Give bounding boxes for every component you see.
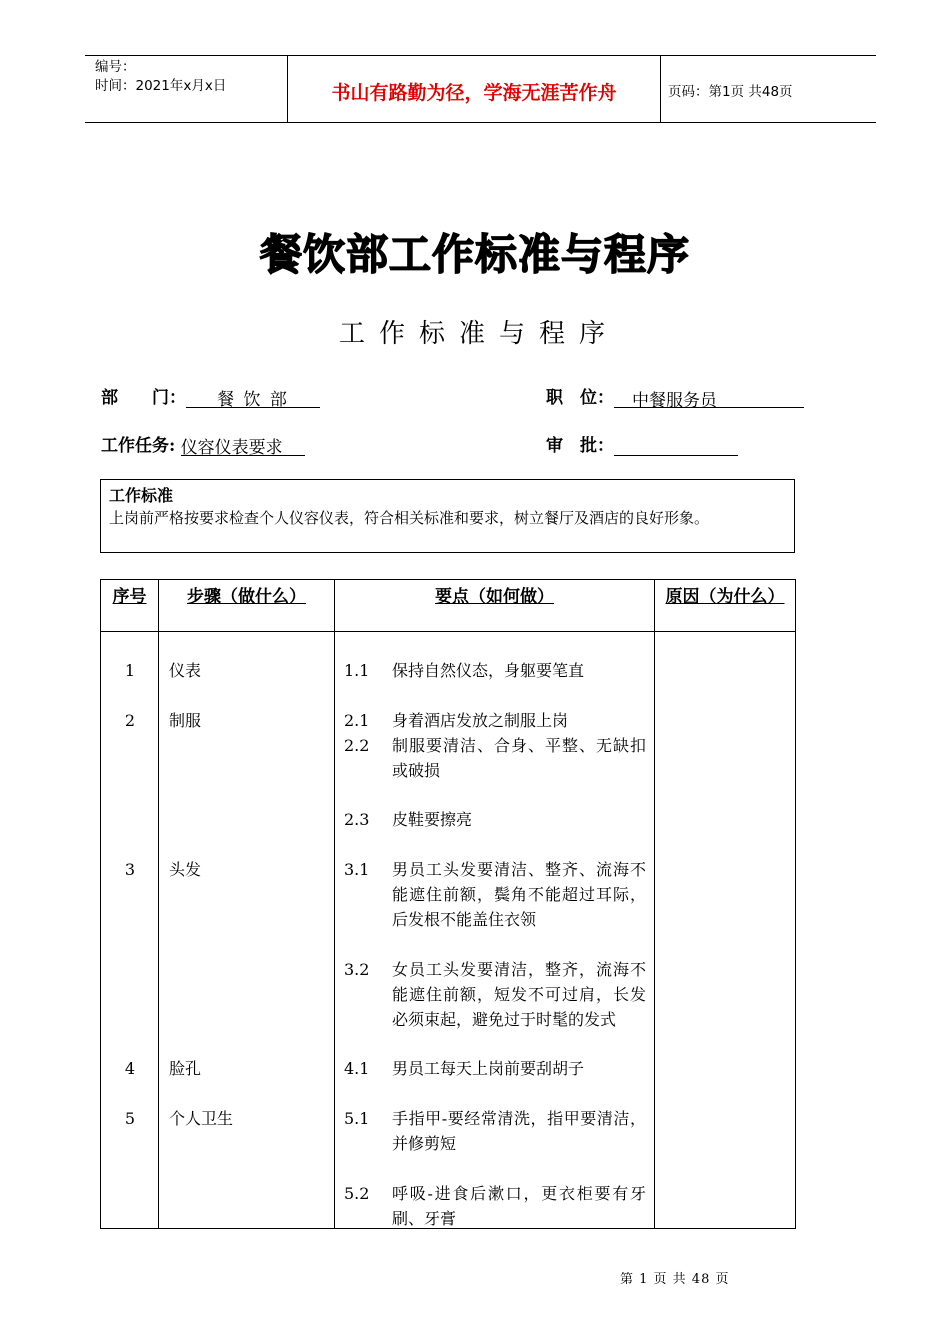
header-meta	[95, 58, 226, 96]
approval-label: 审 批：	[546, 436, 614, 456]
department-value: 餐 饮 部	[186, 385, 320, 408]
work-standard-box	[100, 479, 795, 553]
work-standard-title: 工作标准	[109, 486, 174, 505]
department-label: 部 门：	[101, 388, 186, 408]
row-number: 3	[124, 860, 136, 879]
step-name: 脸孔	[169, 1059, 202, 1078]
task-label: 工作任务:	[101, 436, 176, 456]
header-row-divider	[101, 631, 795, 632]
point-text: 呼吸-进食后漱口，更衣柜要有牙刷、牙膏	[392, 1184, 646, 1228]
task-field	[101, 431, 305, 456]
point-number: 2.3	[344, 810, 370, 829]
position-label: 职 位：	[546, 388, 614, 408]
point-number: 1.1	[344, 661, 370, 680]
column-header-reason: 原因（为什么）	[665, 587, 785, 607]
approval-signature-line	[614, 433, 738, 456]
point-number: 2.2	[344, 736, 370, 755]
point-text: 制服要清洁、合身、平整、无缺扣或破损	[392, 736, 646, 780]
position-field	[546, 383, 804, 411]
column-divider	[334, 580, 335, 1228]
point-text: 保持自然仪态，身躯要笔直	[392, 661, 585, 680]
step-name: 头发	[169, 860, 202, 879]
procedure-table	[100, 579, 796, 1229]
code-label: 编号：	[95, 59, 136, 75]
step-name: 个人卫生	[169, 1109, 234, 1128]
point-number: 3.1	[344, 860, 370, 879]
header-page-info: 页码：第1页 共48页	[668, 84, 793, 100]
point-number: 4.1	[344, 1059, 370, 1078]
row-number: 4	[124, 1059, 136, 1078]
point-text: 手指甲-要经常清洗，指甲要清洁，并修剪短	[392, 1109, 646, 1153]
row-number: 1	[124, 661, 136, 680]
column-header-no: 序号	[112, 587, 147, 607]
column-header-step: 步骤（做什么）	[187, 587, 306, 607]
column-header-points: 要点（如何做）	[435, 587, 554, 607]
step-name: 仪表	[169, 661, 202, 680]
row-number: 5	[124, 1109, 136, 1128]
position-value: 中餐服务员	[614, 386, 804, 408]
time-label: 时间：2021年x月x日	[95, 78, 227, 94]
point-number: 5.1	[344, 1109, 370, 1128]
document-subtitle: 工作标准与程序	[338, 319, 619, 349]
header-motto: 书山有路勤为径，学海无涯苦作舟	[331, 82, 617, 104]
point-text: 身着酒店发放之制服上岗	[392, 711, 569, 730]
point-text: 男员工头发要清洁、整齐、流海不能遮住前额，鬓角不能超过耳际，后发根不能盖住衣领	[392, 860, 646, 929]
document-title: 餐饮部工作标准与程序	[259, 230, 690, 279]
step-name: 制服	[169, 711, 202, 730]
point-text: 女员工头发要清洁，整齐，流海不能遮住前额，短发不可过肩，长发必须束起，避免过于时髦的发式	[392, 960, 646, 1029]
page-footer: 第 1 页 共 48 页	[620, 1272, 730, 1287]
department-field	[101, 383, 320, 408]
header-top-rule	[85, 55, 876, 56]
point-number: 2.1	[344, 711, 370, 730]
header-divider	[660, 55, 661, 122]
task-value: 仪容仪表要求	[181, 433, 305, 456]
header-bottom-rule	[85, 122, 876, 123]
point-number: 3.2	[344, 960, 370, 979]
work-standard-text: 上岗前严格按要求检查个人仪容仪表，符合相关标准和要求，树立餐厅及酒店的良好形象。	[109, 509, 710, 527]
column-divider	[654, 580, 655, 1228]
point-text: 男员工每天上岗前要刮胡子	[392, 1059, 585, 1078]
point-text: 皮鞋要擦亮	[392, 810, 473, 829]
row-number: 2	[124, 711, 136, 730]
point-number: 5.2	[344, 1184, 370, 1203]
approval-field	[546, 431, 738, 456]
